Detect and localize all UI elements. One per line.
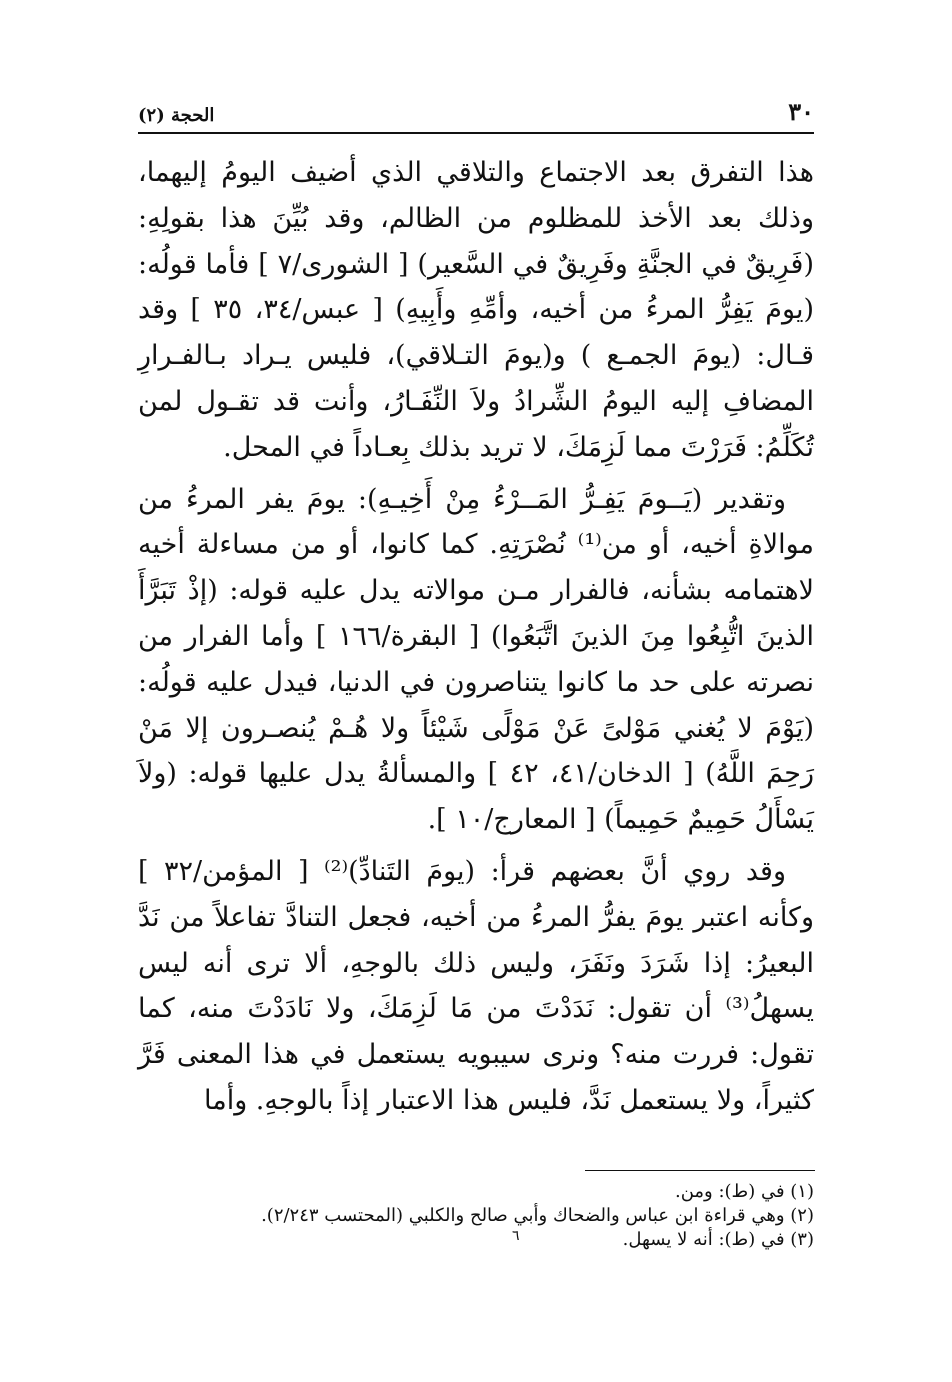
footnote-1: (١) في (ط): ومن. <box>674 1181 814 1202</box>
paragraph-2: وتقدير (يَــومَ يَفِـرُّ المَــرْءُ مِنْ أَخِيـهِ): يومَ يفر المرءُ من موالاةِ أخيه، أو من⁽¹⁾ نُصْرَتِهِ. كما كانوا، أو من مساءلة أخيه لاهتمامه بشأنه، فالفرار مـن موالاته يدل عليه قوله: (إذْ تَبَرَّأَ الذينَ اتُّبِعُوا مِنَ الذينَ اتَّبَعُوا) [ البقرة/١٦٦ ] وأما الفرار من نصرته على حد ما كانوا يتناصرون في الدنيا، فيدل عليه قولُه: (يَوْمَ لا يُغني مَوْلىً عَنْ مَوْلًى شَيْئاً ولا هُـمْ يُنصـرون إلا مَنْ رَحِمَ اللَّهُ) [ الدخان/٤١، ٤٢ ] والمسألةُ يدل عليها قوله: (ولاَ يَسْأَلُ حَمِيمٌ حَمِيماً) [ المعارج/١٠ ]. <box>138 483 815 836</box>
footnote-3: (٣) في (ط): أنه لا يسهل. <box>622 1229 814 1250</box>
footnotes <box>138 1180 814 1252</box>
signature-mark: ٦ <box>512 1228 520 1244</box>
page-number: ٣٠ <box>788 97 814 126</box>
main-text <box>138 150 814 1130</box>
footnote-divider <box>585 1170 815 1171</box>
paragraph-1: هذا التفرق بعد الاجتماع والتلاقي الذي أضيف اليومُ إليهما، وذلك بعد الأخذ للمظلوم من الظالم، وقد بُيِّنَ هذا بقولِهِ: (فَرِيقٌ في الجنَّةِ وفَرِيقٌ في السَّعير) [ الشورى/٧ ] فأما قولُه: (يومَ يَفِرُّ المرءُ من أخيه، وأمِّهِ وأَبِيهِ) [ عبس/٣٤، ٣٥ ] وقد قـال: (يومَ الجمـع ) و(يومَ التـلاقي)، فليس يـراد بـالفـرارِ المضافِ إليه اليومُ الشِّرادُ ولاَ النِّفَـارُ، وأنت قد تقـول لمن تُكَلِّمُ: فَرَرْتَ مما لَزِمَكَ، لا تريد بذلك بِعـاداً في المحل. <box>138 157 815 463</box>
paragraph-3: وقد روي أنَّ بعضهم قرأ: (يومَ التَنادِّ)⁽²⁾ [ المؤمن/٣٢ ] وكأنه اعتبر يومَ يفرُّ المرءُ من أخيه، فجعل التنادَّ تفاعلاً من نَدَّ البعيرُ: إذا شَرَدَ ونَفَرَ، وليس ذلك بالوجهِ، ألا ترى أنه ليس يسهلُ⁽³⁾ أن تقول: نَدَدْتَ من مَا لَزِمَكَ، ولا نَادَدْتَ منه، كما تقول: فررت منه؟ ونرى سيبويه يستعمل في هذا المعنى فَرَّ كثيراً، ولا يستعمل نَدَّ، فليس هذا الاعتبار إذاً بالوجهِ. وأما <box>138 855 814 1116</box>
running-title: الحجة (٢) <box>138 105 215 126</box>
footnote-2: (٢) وهي قراءة ابن عباس والضحاك وأبي صالح والكلبي (المحتسب ٢/٢٤٣). <box>261 1205 814 1226</box>
page-header <box>138 92 814 134</box>
